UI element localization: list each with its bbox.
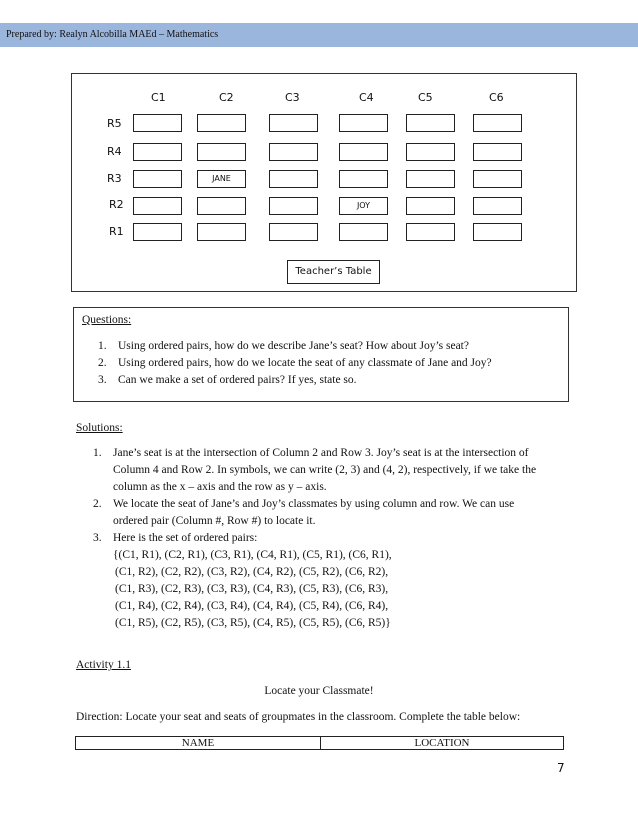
seat-c2-r3: JANE	[197, 170, 246, 188]
question-item: 2. Using ordered pairs, how do we locate the seat of any classmate of Jane and Joy?	[98, 357, 492, 369]
column-label: C2	[219, 91, 234, 104]
seat-c5-r5	[406, 114, 455, 132]
question-item: 1. Using ordered pairs, how do we describe Jane’s seat? How about Joy’s seat?	[98, 340, 469, 352]
prepared-by-text: Prepared by: Realyn Alcobilla MAEd – Mathematics	[6, 29, 219, 40]
solution-line: 3. Here is the set of ordered pairs:	[93, 532, 258, 544]
seat-c1-r3	[133, 170, 182, 188]
activity-direction: Direction: Locate your seat and seats of groupmates in the classroom. Complete the table below:	[76, 711, 521, 723]
row-label: R2	[109, 198, 124, 211]
seat-c6-r2	[473, 197, 522, 215]
questions-list	[98, 338, 492, 389]
teachers-table: Teacher’s Table	[287, 260, 380, 284]
seat-c3-r4	[269, 143, 318, 161]
row-label: R4	[107, 145, 122, 158]
activity-subtitle: Locate your Classmate!	[264, 685, 374, 697]
column-label: C4	[359, 91, 374, 104]
row-label: R3	[107, 172, 122, 185]
seat-c2-r2	[197, 197, 246, 215]
seat-c1-r4	[133, 143, 182, 161]
seat-c5-r2	[406, 197, 455, 215]
solutions-title: Solutions:	[76, 422, 123, 434]
seat-c4-r1	[339, 223, 388, 241]
column-label: C1	[151, 91, 166, 104]
row-label: R5	[107, 117, 122, 130]
seat-c6-r4	[473, 143, 522, 161]
column-label: C3	[285, 91, 300, 104]
questions-box	[73, 307, 569, 402]
solutions-list	[93, 445, 563, 632]
seat-c5-r1	[406, 223, 455, 241]
ordered-pairs-line: (C1, R4), (C2, R4), (C3, R4), (C4, R4), (C5, R4), (C6, R4),	[115, 600, 389, 612]
seat-c6-r1	[473, 223, 522, 241]
solution-line: 1. Jane’s seat is at the intersection of Column 2 and Row 3. Joy’s seat is at the intersection of	[93, 447, 529, 459]
seat-c4-r4	[339, 143, 388, 161]
ordered-pairs-line: (C1, R5), (C2, R5), (C3, R5), (C4, R5), (C5, R5), (C6, R5)}	[115, 617, 391, 629]
solution-line: Column 4 and Row 2. In symbols, we can write (2, 3) and (4, 2), respectively, if we take the	[113, 464, 537, 476]
table-header-location: LOCATION	[414, 737, 470, 749]
seat-c2-r4	[197, 143, 246, 161]
seat-c1-r5	[133, 114, 182, 132]
seat-c4-r3	[339, 170, 388, 188]
ordered-pairs-line: (C1, R3), (C2, R3), (C3, R3), (C4, R3), (C5, R3), (C6, R3),	[115, 583, 389, 595]
solution-line: ordered pair (Column #, Row #) to locate it.	[113, 515, 316, 527]
ordered-pairs-line: {(C1, R1), (C2, R1), (C3, R1), (C4, R1), (C5, R1), (C6, R1),	[113, 549, 392, 561]
questions-title: Questions:	[82, 314, 132, 326]
table-header-name: NAME	[181, 737, 215, 749]
question-item: 3. Can we make a set of ordered pairs? If yes, state so.	[98, 374, 357, 386]
seat-c3-r3	[269, 170, 318, 188]
seat-c6-r5	[473, 114, 522, 132]
solution-line: 2. We locate the seat of Jane’s and Joy’s classmates by using column and row. We can use	[93, 498, 515, 510]
seat-c4-r5	[339, 114, 388, 132]
seat-c5-r3	[406, 170, 455, 188]
column-label: C6	[489, 91, 504, 104]
seat-c1-r1	[133, 223, 182, 241]
seat-c2-r1	[197, 223, 246, 241]
ordered-pairs-line: (C1, R2), (C2, R2), (C3, R2), (C4, R2), (C5, R2), (C6, R2),	[115, 566, 389, 578]
seat-c1-r2	[133, 197, 182, 215]
seat-c3-r5	[269, 114, 318, 132]
page-number: 7	[557, 761, 565, 775]
activity-title: Activity 1.1	[76, 659, 131, 671]
seat-c3-r1	[269, 223, 318, 241]
seat-c3-r2	[269, 197, 318, 215]
location-table	[75, 736, 564, 750]
column-label: C5	[418, 91, 433, 104]
solution-line: column as the x – axis and the row as y – axis.	[113, 481, 327, 493]
row-label: R1	[109, 225, 124, 238]
seat-c2-r5	[197, 114, 246, 132]
seat-c5-r4	[406, 143, 455, 161]
seat-c4-r2: JOY	[339, 197, 388, 215]
seat-c6-r3	[473, 170, 522, 188]
